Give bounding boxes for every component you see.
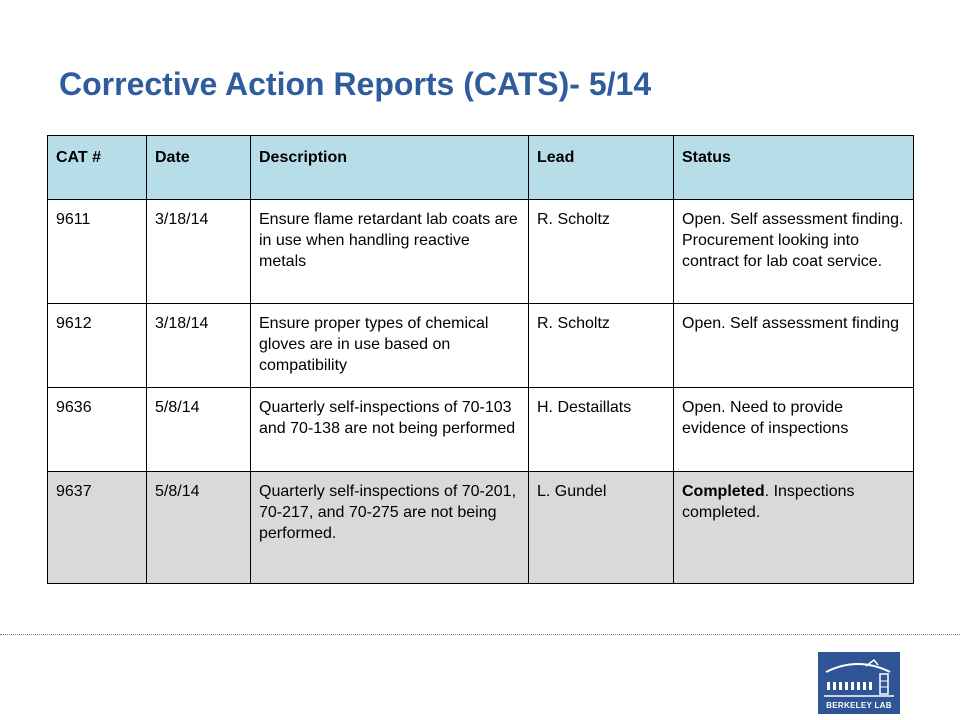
lead-cell: R. Scholtz	[529, 200, 674, 304]
status-cell	[674, 388, 914, 472]
slide-title: Corrective Action Reports (CATS)- 5/14	[59, 66, 652, 102]
date-cell: 3/18/14	[147, 304, 251, 388]
status-text: Open. Self assessment finding	[682, 315, 900, 332]
status-text: . Inspections completed.	[682, 483, 855, 521]
cats-table	[47, 135, 914, 584]
date-cell: 5/8/14	[147, 472, 251, 584]
status-cell	[674, 200, 914, 304]
lead-cell: H. Destaillats	[529, 388, 674, 472]
lead-cell: L. Gundel	[529, 472, 674, 584]
berkeley-lab-logo	[818, 652, 900, 714]
table-row	[48, 388, 914, 472]
status-text: Open. Need to provide evidence of inspections	[682, 399, 849, 437]
footer-divider	[0, 634, 960, 635]
status-text: Open. Self assessment finding. Procurement looking into contract for lab coat service.	[682, 211, 904, 270]
cat-number-cell: 9637	[48, 472, 147, 584]
status-cell	[674, 304, 914, 388]
header-description: Description	[251, 136, 529, 200]
table-row	[48, 304, 914, 388]
table-row	[48, 472, 914, 584]
header-date: Date	[147, 136, 251, 200]
description-cell: Quarterly self-inspections of 70-103 and 70-138 are not being performed	[251, 388, 529, 472]
status-bold-text: Completed	[682, 483, 765, 500]
table-row	[48, 200, 914, 304]
cat-number-cell: 9636	[48, 388, 147, 472]
description-cell: Ensure proper types of chemical gloves are in use based on compatibility	[251, 304, 529, 388]
description-cell: Ensure flame retardant lab coats are in use when handling reactive metals	[251, 200, 529, 304]
lead-cell: R. Scholtz	[529, 304, 674, 388]
header-lead: Lead	[529, 136, 674, 200]
header-status: Status	[674, 136, 914, 200]
date-cell: 3/18/14	[147, 200, 251, 304]
cat-number-cell: 9611	[48, 200, 147, 304]
cat-number-cell: 9612	[48, 304, 147, 388]
date-cell: 5/8/14	[147, 388, 251, 472]
header-cat-number: CAT #	[48, 136, 147, 200]
status-cell	[674, 472, 914, 584]
logo-text: BERKELEY LAB	[826, 701, 892, 710]
table-header-row	[48, 136, 914, 200]
description-cell: Quarterly self-inspections of 70-201, 70-217, and 70-275 are not being performed.	[251, 472, 529, 584]
